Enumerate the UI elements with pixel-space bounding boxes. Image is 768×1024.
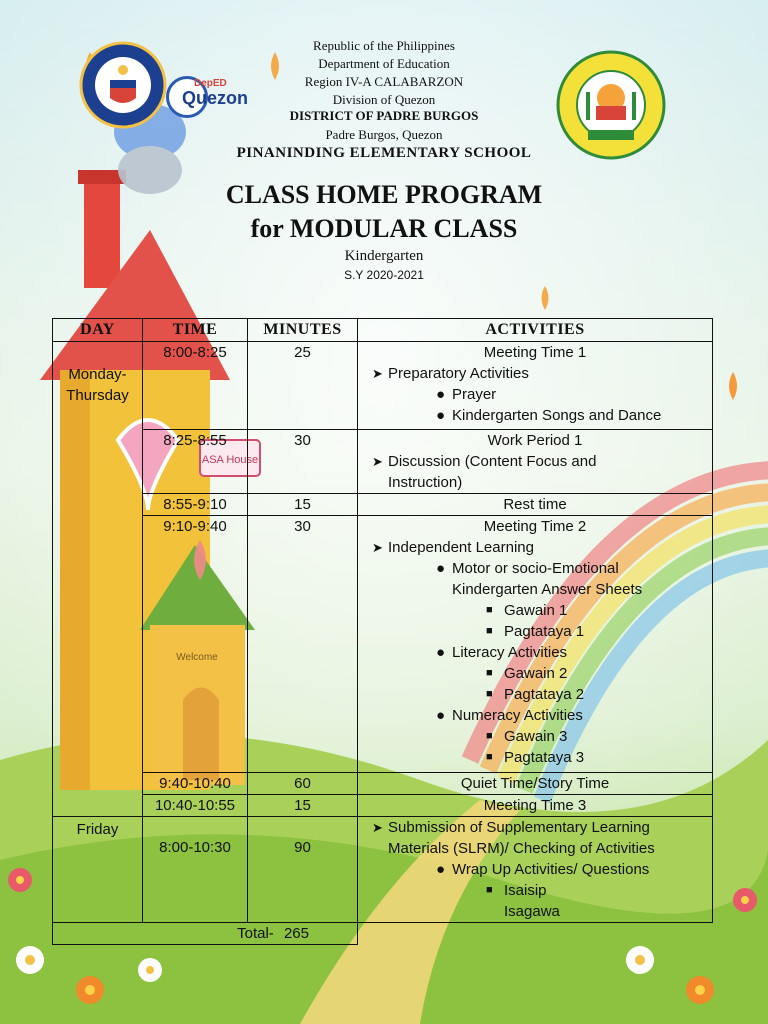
minutes-value: 90: [294, 839, 311, 856]
activity-sub-item: ■ Pagtataya 1: [486, 623, 585, 640]
activity-bullet-item: ● Numeracy Activities: [436, 707, 583, 724]
time-value: 8:00-10:30: [159, 839, 231, 856]
header-activities: ACTIVITIES: [358, 319, 713, 342]
sign-text: ASA House: [201, 454, 259, 466]
square-bullet-icon: ■: [486, 730, 493, 742]
header-region: Region IV-A CALABARZON: [304, 74, 464, 89]
activity-title: Meeting Time 2: [483, 518, 587, 535]
activity-title: Rest time: [503, 496, 567, 513]
minutes-cell: 15: [248, 494, 358, 516]
activity-arrow-item: ➤ Preparatory Activities: [372, 365, 529, 382]
empty-cell: [358, 923, 713, 945]
table-row: [53, 494, 713, 516]
activity-bullet-item: ● Motor or socio-Emotional: [436, 560, 619, 577]
table-row: [53, 795, 713, 817]
minutes-cell: 30: [248, 430, 358, 494]
header-minutes: MINUTES: [248, 319, 358, 342]
activity-title: Meeting Time 1: [483, 344, 587, 361]
arrow-bullet-icon: ➤: [372, 540, 383, 555]
activity-arrow-continuation: Materials (SLRM)/ Checking of Activities: [388, 840, 655, 857]
square-bullet-icon: ■: [486, 604, 493, 616]
time-cell: [143, 817, 248, 923]
header-department: Department of Education: [318, 56, 450, 71]
activity-bullet-item: ● Literacy Activities: [436, 644, 568, 661]
table-row: [53, 430, 713, 494]
time-cell: 8:55-9:10: [143, 494, 248, 516]
header-address: Padre Burgos, Quezon: [325, 127, 443, 142]
total-cell: [53, 923, 358, 945]
minutes-cell: 60: [248, 773, 358, 795]
activities-cell: [358, 817, 713, 923]
table-row: [53, 516, 713, 773]
total-value: 265: [283, 925, 309, 942]
welcome-text: Welcome: [176, 652, 218, 663]
activities-cell: [358, 773, 713, 795]
day-label: Monday-Thursday: [66, 366, 129, 404]
schedule-table: [52, 318, 713, 945]
time-cell: 10:40-10:55: [143, 795, 248, 817]
header-district: DISTRICT OF PADRE BURGOS: [289, 108, 479, 123]
square-bullet-icon: ■: [486, 751, 493, 763]
activity-sub-item: ■ Gawain 1: [486, 602, 568, 619]
activities-cell: [358, 494, 713, 516]
table-row: [53, 817, 713, 923]
activities-cell: [358, 342, 713, 430]
activity-arrow-item: ➤ Independent Learning: [372, 539, 534, 556]
time-cell: 8:00-8:25: [143, 342, 248, 430]
arrow-bullet-icon: ➤: [372, 454, 383, 469]
activity-bullet-item: ● Wrap Up Activities/ Questions: [436, 861, 650, 878]
dot-bullet-icon: ●: [436, 560, 446, 577]
activities-cell: [358, 795, 713, 817]
activity-sub-item: ■ Isaisip: [486, 882, 547, 899]
arrow-bullet-icon: ➤: [372, 820, 383, 835]
activity-sub-item: ■ Gawain 3: [486, 728, 568, 745]
activities-cell: [358, 516, 713, 773]
table-row: [53, 773, 713, 795]
total-row: [53, 923, 713, 945]
dot-bullet-icon: ●: [436, 707, 446, 724]
minutes-cell: 30: [248, 516, 358, 773]
day-cell: [53, 817, 143, 923]
time-cell: 8:25-8:55: [143, 430, 248, 494]
activity-title: Work Period 1: [487, 432, 583, 449]
day-label: Friday: [76, 821, 119, 838]
square-bullet-icon: ■: [486, 667, 493, 679]
square-bullet-icon: ■: [486, 884, 493, 896]
time-cell: 9:10-9:40: [143, 516, 248, 773]
square-bullet-icon: ■: [486, 625, 493, 637]
activity-bullet-item: ● Prayer: [436, 386, 497, 403]
school-year: S.Y 2020-2021: [344, 268, 424, 282]
minutes-cell: 15: [248, 795, 358, 817]
total-label: Total-: [237, 925, 274, 942]
activity-arrow-item: ➤ Submission of Supplementary Learning: [372, 819, 650, 836]
square-bullet-icon: ■: [486, 688, 493, 700]
header-day: DAY: [53, 319, 143, 342]
page-title-line2: for MODULAR CLASS: [250, 214, 518, 243]
activity-sub-item: ■ Pagtataya 3: [486, 749, 585, 766]
quezon-logo-text: Quezon: [182, 88, 248, 108]
grade-label: Kindergarten: [344, 248, 424, 264]
header-school: PINANINDING ELEMENTARY SCHOOL: [236, 145, 532, 161]
header-time: TIME: [143, 319, 248, 342]
activity-arrow-item: ➤ Discussion (Content Focus and: [372, 453, 597, 470]
activity-title: Meeting Time 3: [483, 797, 587, 814]
dot-bullet-icon: ●: [436, 386, 446, 403]
header-division: Division of Quezon: [332, 92, 436, 107]
dot-bullet-icon: ●: [436, 861, 446, 878]
table-header-row: [53, 319, 713, 342]
dot-bullet-icon: ●: [436, 407, 446, 424]
day-cell: [53, 342, 143, 817]
quezon-logo-deped: DepED: [194, 78, 227, 89]
arrow-bullet-icon: ➤: [372, 366, 383, 381]
activity-sub-item: ■ Pagtataya 2: [486, 686, 585, 703]
table-row: [53, 342, 713, 430]
minutes-cell: 25: [248, 342, 358, 430]
activity-title: Quiet Time/Story Time: [460, 775, 610, 792]
activity-sub-item-plain: Isagawa: [504, 903, 560, 920]
page-title-line1: CLASS HOME PROGRAM: [225, 180, 543, 209]
activity-bullet-continuation: Kindergarten Answer Sheets: [452, 581, 643, 598]
dot-bullet-icon: ●: [436, 644, 446, 661]
minutes-cell: [248, 817, 358, 923]
header-republic: Republic of the Philippines: [313, 38, 455, 53]
activity-sub-item: ■ Gawain 2: [486, 665, 568, 682]
activity-arrow-continuation: Instruction): [388, 474, 463, 491]
activity-bullet-item: ● Kindergarten Songs and Dance: [436, 407, 662, 424]
activities-cell: [358, 430, 713, 494]
time-cell: 9:40-10:40: [143, 773, 248, 795]
